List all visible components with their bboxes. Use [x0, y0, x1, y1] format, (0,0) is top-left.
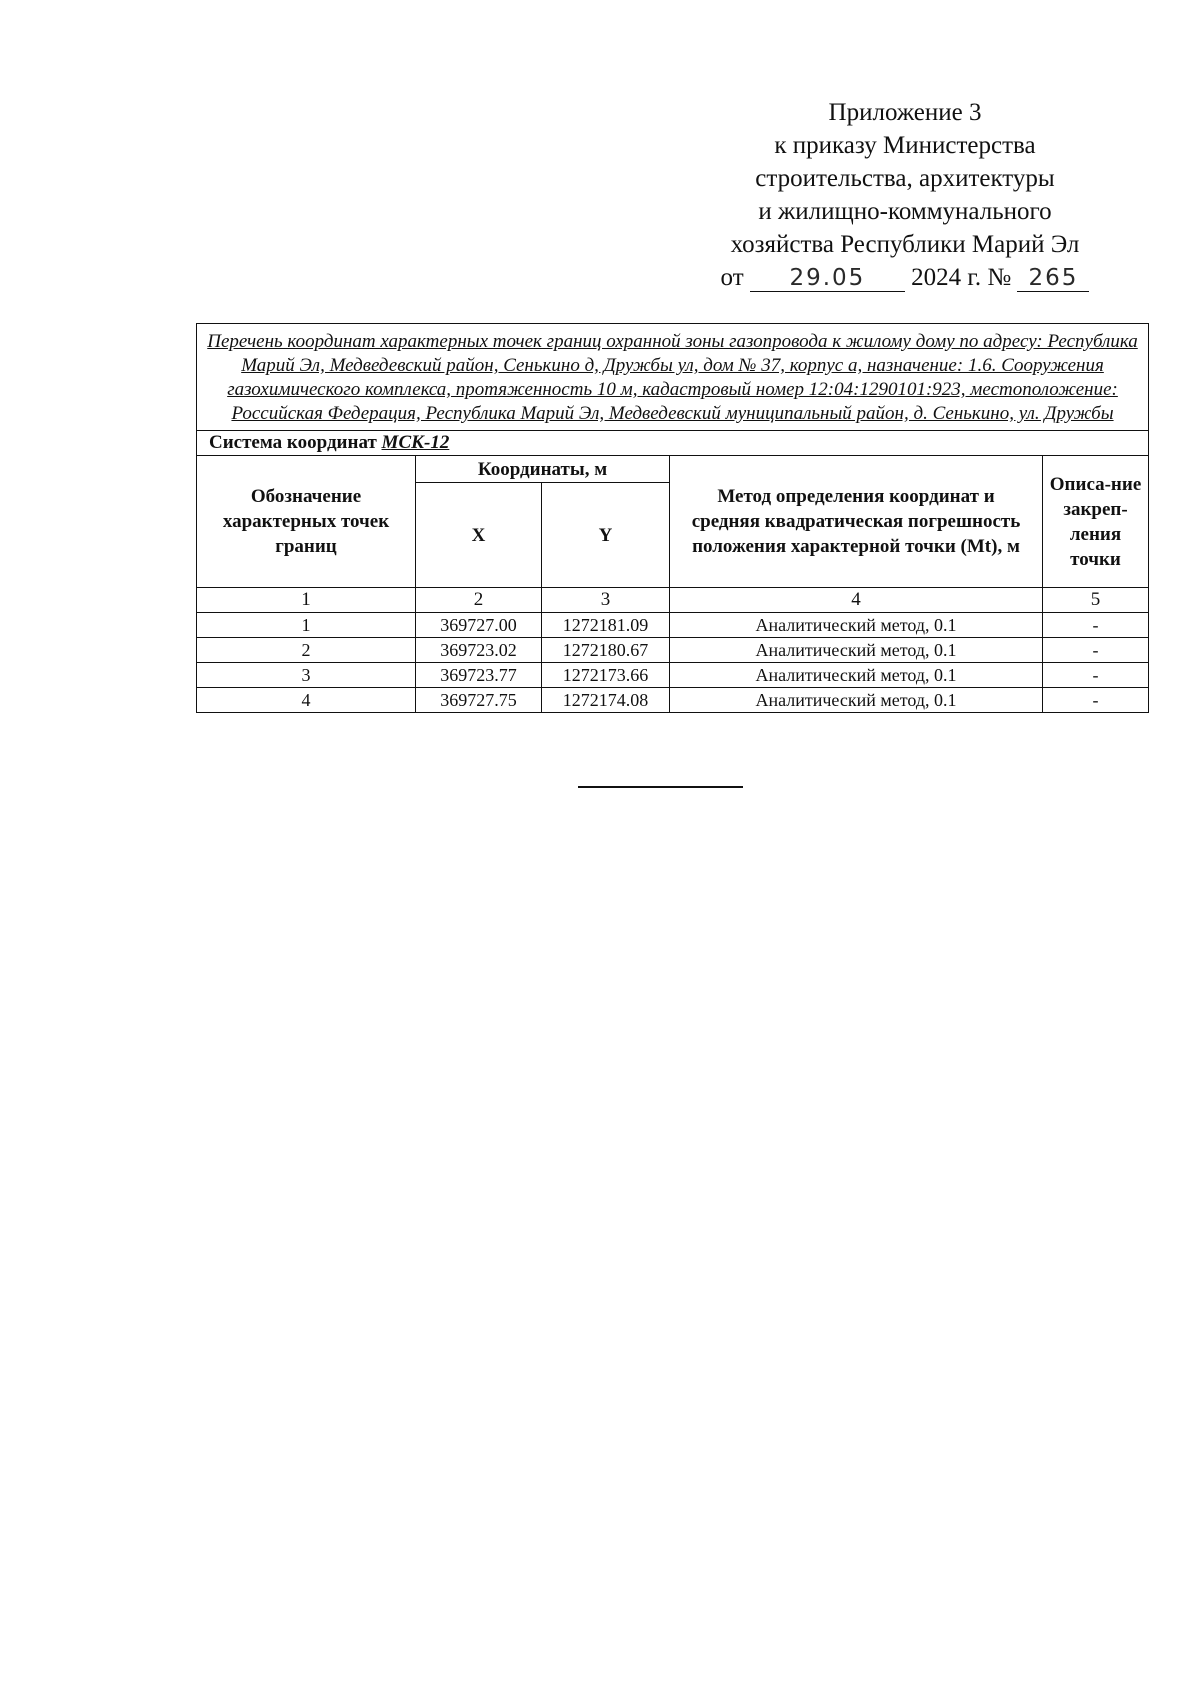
- ministry-line-2: и жилищно-коммунального: [758, 198, 1052, 225]
- method: Аналитический метод, 0.1: [670, 638, 1043, 663]
- coord-y: 1272174.08: [542, 688, 670, 713]
- ministry-line-1: строительства, архитектуры: [755, 165, 1055, 192]
- column-number: 5: [1043, 588, 1149, 613]
- table-row: [197, 638, 1149, 663]
- column-number: 1: [197, 588, 416, 613]
- document-header: [690, 96, 1120, 294]
- method: Аналитический метод, 0.1: [670, 613, 1043, 638]
- ministry-line-3: хозяйства Республики Марий Эл: [730, 231, 1080, 258]
- handwritten-number: 265: [1017, 265, 1089, 292]
- coord-x: 369723.02: [416, 638, 542, 663]
- table-title: Перечень координат характерных точек границ охранной зоны газопровода к жилому дому по адресу: Республика Марий Эл, Медведевский район, Сенькино д, Дружбы ул, дом № 37, корпус а, назначение: 1.6. Сооружения газохимического комплекса, протяженность 10 м, кадастровый номер 12:04:1290101:923, местоположение: Российская Федерация, Республика Марий Эл, Медведевский муниципальный район, д. Сенькино, ул. Дружбы: [197, 324, 1149, 431]
- point-id: 4: [197, 688, 416, 713]
- coordinate-system: [197, 431, 1149, 456]
- coord-y: 1272181.09: [542, 613, 670, 638]
- method: Аналитический метод, 0.1: [670, 688, 1043, 713]
- header-description: Описа-ние закреп-ления точки: [1043, 456, 1149, 588]
- point-id: 3: [197, 663, 416, 688]
- table-row: [197, 613, 1149, 638]
- column-numbers-row: [197, 588, 1149, 613]
- handwritten-date: 29.05: [750, 265, 905, 292]
- order-reference-line: к приказу Министерства: [774, 132, 1036, 159]
- coordinate-system-row: [197, 431, 1149, 456]
- description: -: [1043, 638, 1149, 663]
- point-id: 1: [197, 613, 416, 638]
- coord-x: 369727.00: [416, 613, 542, 638]
- header-coordinates: Координаты, м: [416, 456, 670, 483]
- column-number: 3: [542, 588, 670, 613]
- table-title-row: [197, 324, 1149, 431]
- description: -: [1043, 663, 1149, 688]
- order-date-line: [690, 261, 1120, 294]
- description: -: [1043, 613, 1149, 638]
- coord-x: 369727.75: [416, 688, 542, 713]
- date-prefix: от: [720, 264, 744, 291]
- point-id: 2: [197, 638, 416, 663]
- coordinates-table: [196, 323, 1149, 713]
- description: -: [1043, 688, 1149, 713]
- method: Аналитический метод, 0.1: [670, 663, 1043, 688]
- coord-y: 1272180.67: [542, 638, 670, 663]
- table-row: [197, 663, 1149, 688]
- coordinate-system-name: МСК-12: [381, 432, 450, 453]
- coord-x: 369723.77: [416, 663, 542, 688]
- coord-y: 1272173.66: [542, 663, 670, 688]
- column-number: 2: [416, 588, 542, 613]
- table-row: [197, 688, 1149, 713]
- header-row-1: [197, 456, 1149, 483]
- header-method: Метод определения координат и средняя квадратическая погрешность положения характерной точки (Mt), м: [670, 456, 1043, 588]
- year-and-number-label: 2024 г. №: [911, 264, 1012, 291]
- header-y: Y: [542, 483, 670, 588]
- coordinate-system-label: Система координат: [209, 432, 377, 453]
- header-point: Обозначение характерных точек границ: [197, 456, 416, 588]
- end-of-document-divider: [578, 786, 743, 788]
- header-x: X: [416, 483, 542, 588]
- column-number: 4: [670, 588, 1043, 613]
- appendix-title: Приложение 3: [828, 99, 982, 126]
